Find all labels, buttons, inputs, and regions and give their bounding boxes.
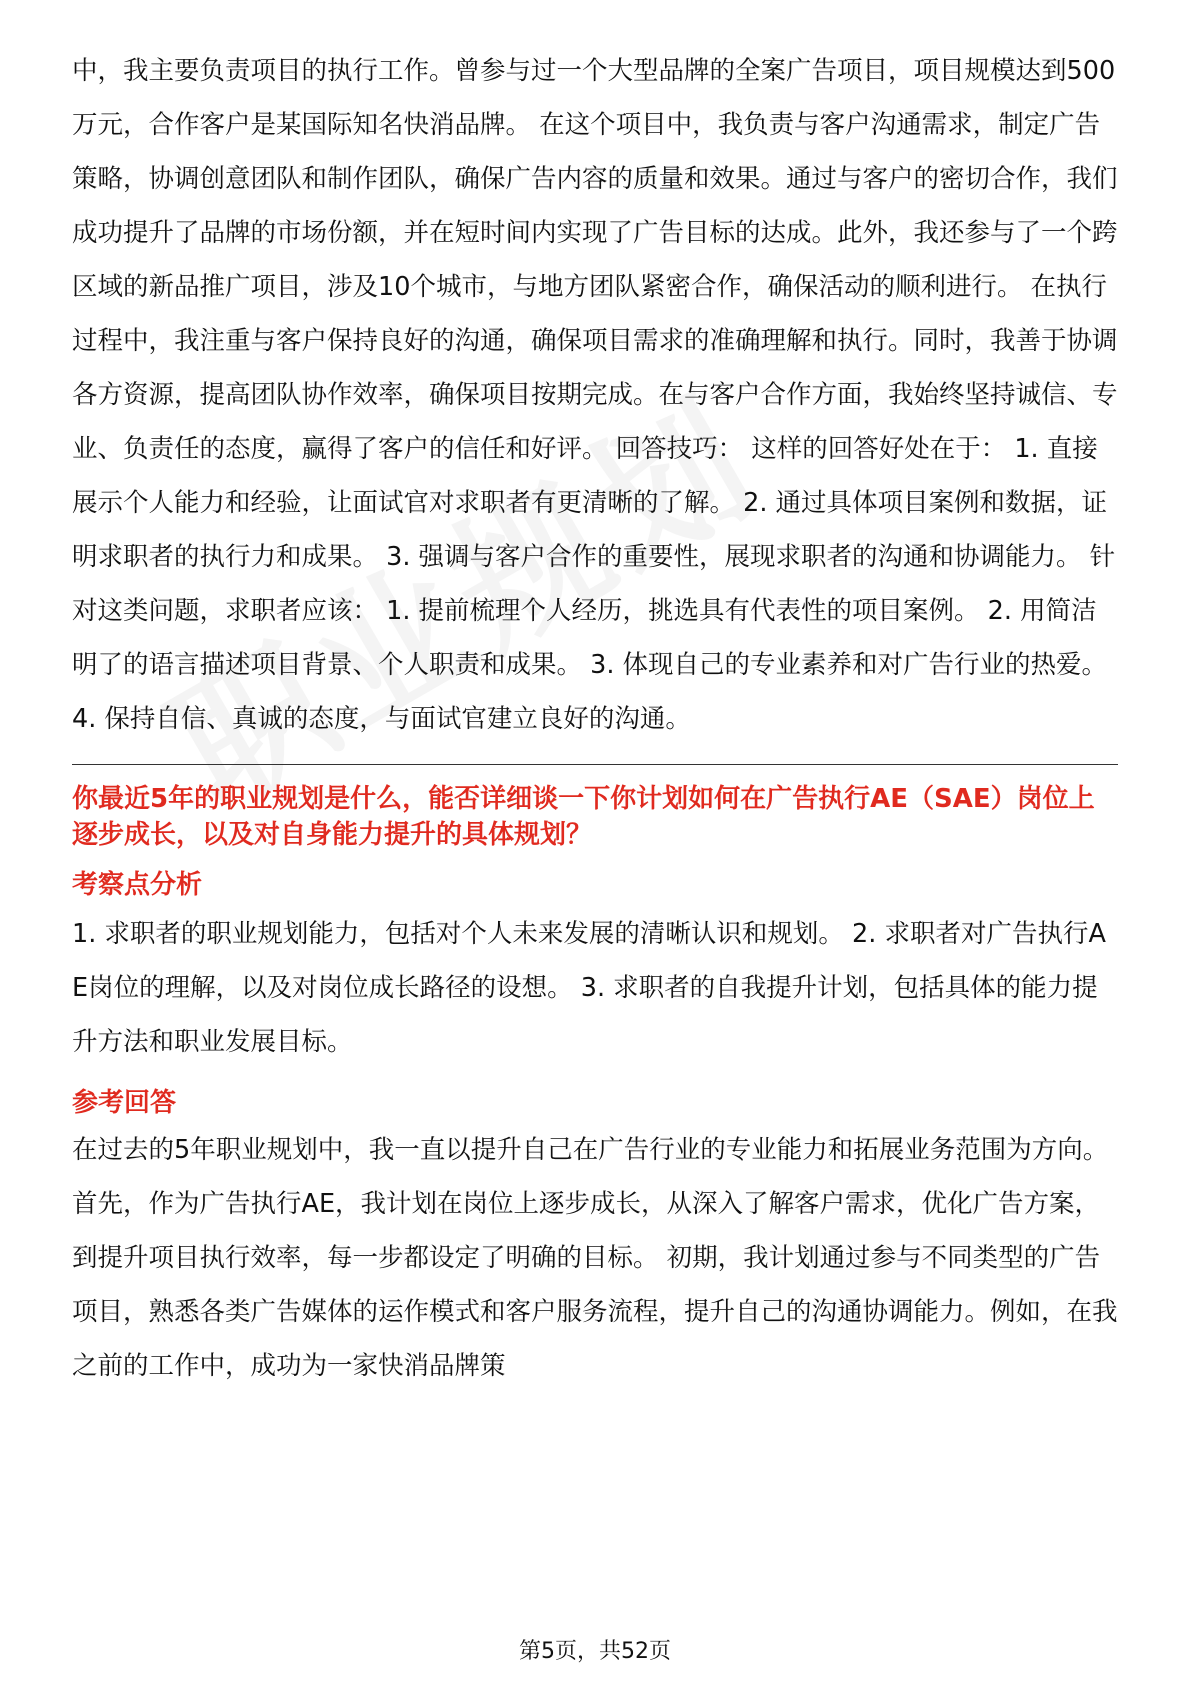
analysis-paragraph: 1. 求职者的职业规划能力，包括对个人未来发展的清晰认识和规划。 2. 求职者对广告执行AE岗位的理解，以及对岗位成长路径的设想。 3. 求职者的自我提升计划，包括具体的能力提升方法和职业发展目标。: [72, 919, 1106, 1057]
analysis-heading: 考察点分析: [72, 870, 203, 900]
question-title: 你最近5年的职业规划是什么，能否详细谈一下你计划如何在广告执行AE（SAE）岗位上逐步成长，以及对自身能力提升的具体规划？: [72, 784, 1095, 850]
page-number-footer: 第5页，共52页: [519, 1639, 671, 1664]
reference-answer-heading: 参考回答: [72, 1088, 177, 1118]
answer-continuation-paragraph: 中，我主要负责项目的执行工作。曾参与过一个大型品牌的全案广告项目，项目规模达到500万元，合作客户是某国际知名快消品牌。 在这个项目中，我负责与客户沟通需求，制定广告策略，协调创意团队和制作团队，确保广告内容的质量和效果。通过与客户的密切合作，我们成功提升了品牌的市场份额，并在短时间内实现了广告目标的达成。此外，我还参与了一个跨区域的新品推广项目，涉及10个城市，与地方团队紧密合作，确保活动的顺利进行。 在执行过程中，我注重与客户保持良好的沟通，确保项目需求的准确理解和执行。同时，我善于协调各方资源，提高团队协作效率，确保项目按期完成。在与客户合作方面，我始终坚持诚信、专业、负责任的态度，赢得了客户的信任和好评。 回答技巧： 这样的回答好处在于： 1. 直接展示个人能力和经验，让面试官对求职者有更清晰的了解。 2. 通过具体项目案例和数据，证明求职者的执行力和成果。 3. 强调与客户合作的重要性，展现求职者的沟通和协调能力。 针对这类问题，求职者应该： 1. 提前梳理个人经历，挑选具有代表性的项目案例。 2. 用简洁明了的语言描述项目背景、个人职责和成果。 3. 体现自己的专业素养和对广告行业的热爱。 4. 保持自信、真诚的态度，与面试官建立良好的沟通。: [72, 56, 1118, 734]
section-divider: [72, 764, 1118, 765]
page-content: [72, 44, 1118, 1393]
reference-answer-paragraph: 在过去的5年职业规划中，我一直以提升自己在广告行业的专业能力和拓展业务范围为方向。首先，作为广告执行AE，我计划在岗位上逐步成长，从深入了解客户需求，优化广告方案，到提升项目执行效率，每一步都设定了明确的目标。 初期，我计划通过参与不同类型的广告项目，熟悉各类广告媒体的运作模式和客户服务流程，提升自己的沟通协调能力。例如，在我之前的工作中，成功为一家快消品牌策: [72, 1135, 1118, 1381]
